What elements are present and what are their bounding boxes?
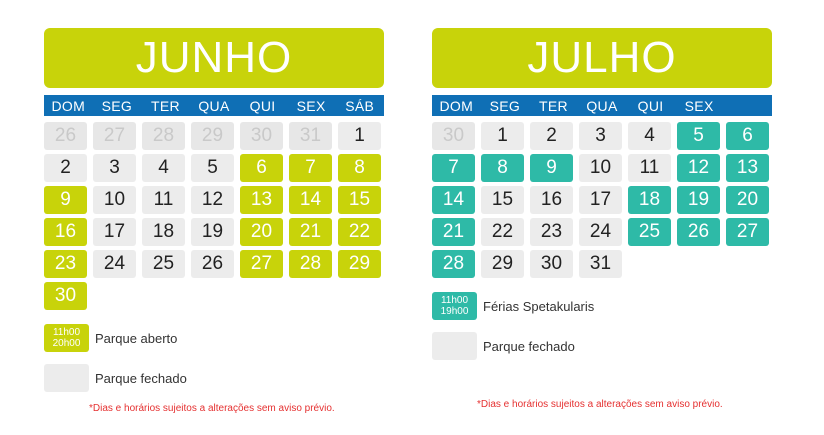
june-day-cell: 2 [44, 154, 87, 182]
weekday-label: QUA [198, 97, 230, 114]
june-day-cell: 12 [191, 186, 234, 214]
june-day-cell: 29 [338, 250, 381, 278]
july-day-cell: 2 [530, 122, 573, 150]
july-day-cell: 12 [677, 154, 720, 182]
june-disclaimer-note: *Dias e horários sujeitos a alterações sem aviso prévio. [89, 403, 335, 414]
legend-swatch [44, 324, 89, 352]
july-day-cell: 6 [726, 122, 769, 150]
july-day-cell: 28 [432, 250, 475, 278]
legend-row [44, 364, 384, 392]
july-day-cell: 26 [677, 218, 720, 246]
july-day-cell: 3 [579, 122, 622, 150]
june-calendar [44, 28, 384, 404]
june-day-cell: 6 [240, 154, 283, 182]
legend-swatch [44, 364, 89, 392]
july-legend [432, 292, 772, 360]
july-day-cell: 18 [628, 186, 671, 214]
legend-hours: 20h00 [52, 338, 81, 349]
june-day-cell: 5 [191, 154, 234, 182]
june-day-cell: 14 [289, 186, 332, 214]
july-disclaimer-note: *Dias e horários sujeitos a alterações sem aviso prévio. [477, 399, 723, 410]
legend-label: Férias Spetakularis [483, 298, 595, 314]
legend-label: Parque aberto [95, 330, 178, 346]
june-day-cell: 20 [240, 218, 283, 246]
legend-swatch [432, 332, 477, 360]
june-day-cell: 15 [338, 186, 381, 214]
legend-hours: 11h00 [440, 295, 469, 306]
weekday-label: QUI [637, 97, 664, 114]
june-day-cell: 7 [289, 154, 332, 182]
july-day-cell: 14 [432, 186, 475, 214]
june-day-cell: 28 [289, 250, 332, 278]
july-day-cell: 7 [432, 154, 475, 182]
july-day-cell: 10 [579, 154, 622, 182]
july-day-cell: 11 [628, 154, 671, 182]
june-day-cell: 19 [191, 218, 234, 246]
june-day-cell: 28 [142, 122, 185, 150]
june-day-cell: 17 [93, 218, 136, 246]
july-day-cell: 30 [530, 250, 573, 278]
june-day-cell: 21 [289, 218, 332, 246]
june-day-cell: 9 [44, 186, 87, 214]
weekday-label: SEX [296, 97, 326, 114]
legend-hours: 19h00 [440, 306, 469, 317]
july-day-cell: 13 [726, 154, 769, 182]
june-day-cell: 23 [44, 250, 87, 278]
july-day-cell: 29 [481, 250, 524, 278]
july-day-cell: 24 [579, 218, 622, 246]
june-day-cell: 30 [240, 122, 283, 150]
legend-row [44, 324, 384, 352]
july-day-cell: 16 [530, 186, 573, 214]
june-day-cell: 29 [191, 122, 234, 150]
july-day-cell: 27 [726, 218, 769, 246]
weekday-label: SEG [101, 97, 133, 114]
june-day-cell: 8 [338, 154, 381, 182]
june-day-cell: 27 [240, 250, 283, 278]
june-day-cell: 25 [142, 250, 185, 278]
july-day-cell: 9 [530, 154, 573, 182]
july-day-cell: 31 [579, 250, 622, 278]
weekday-label: SEX [684, 97, 714, 114]
june-day-cell: 13 [240, 186, 283, 214]
june-day-cell: 30 [44, 282, 87, 310]
weekday-label: DOM [51, 97, 86, 114]
june-day-cell: 1 [338, 122, 381, 150]
weekday-label: TER [150, 97, 180, 114]
july-day-grid [432, 122, 772, 278]
july-day-cell: 25 [628, 218, 671, 246]
july-day-cell: 4 [628, 122, 671, 150]
june-weekday-bar [44, 95, 384, 116]
june-day-cell: 22 [338, 218, 381, 246]
weekday-label: SEG [489, 97, 521, 114]
june-day-cell: 26 [44, 122, 87, 150]
weekday-label: TER [538, 97, 568, 114]
legend-row [432, 332, 772, 360]
legend-swatch [432, 292, 477, 320]
june-month-title: JUNHO [44, 28, 384, 88]
july-day-cell: 1 [481, 122, 524, 150]
june-day-cell: 3 [93, 154, 136, 182]
legend-label: Parque fechado [483, 338, 575, 354]
july-day-cell: 23 [530, 218, 573, 246]
july-calendar [432, 28, 772, 372]
weekday-label: QUI [249, 97, 276, 114]
july-day-cell: 21 [432, 218, 475, 246]
june-day-cell: 4 [142, 154, 185, 182]
july-day-cell: 17 [579, 186, 622, 214]
weekday-label: QUA [586, 97, 618, 114]
july-day-cell: 30 [432, 122, 475, 150]
legend-hours: 11h00 [52, 327, 81, 338]
june-day-grid [44, 122, 384, 310]
july-day-cell: 15 [481, 186, 524, 214]
july-day-cell: 8 [481, 154, 524, 182]
weekday-label: SÁB [345, 97, 375, 114]
july-day-cell: 19 [677, 186, 720, 214]
legend-row [432, 292, 772, 320]
june-day-cell: 24 [93, 250, 136, 278]
july-weekday-bar [432, 95, 772, 116]
june-day-cell: 31 [289, 122, 332, 150]
june-day-cell: 10 [93, 186, 136, 214]
legend-label: Parque fechado [95, 370, 187, 386]
july-day-cell: 5 [677, 122, 720, 150]
june-legend [44, 324, 384, 392]
july-day-cell: 20 [726, 186, 769, 214]
june-day-cell: 26 [191, 250, 234, 278]
june-day-cell: 16 [44, 218, 87, 246]
july-month-title: JULHO [432, 28, 772, 88]
july-day-cell: 22 [481, 218, 524, 246]
june-day-cell: 18 [142, 218, 185, 246]
weekday-label: DOM [439, 97, 474, 114]
june-day-cell: 11 [142, 186, 185, 214]
june-day-cell: 27 [93, 122, 136, 150]
